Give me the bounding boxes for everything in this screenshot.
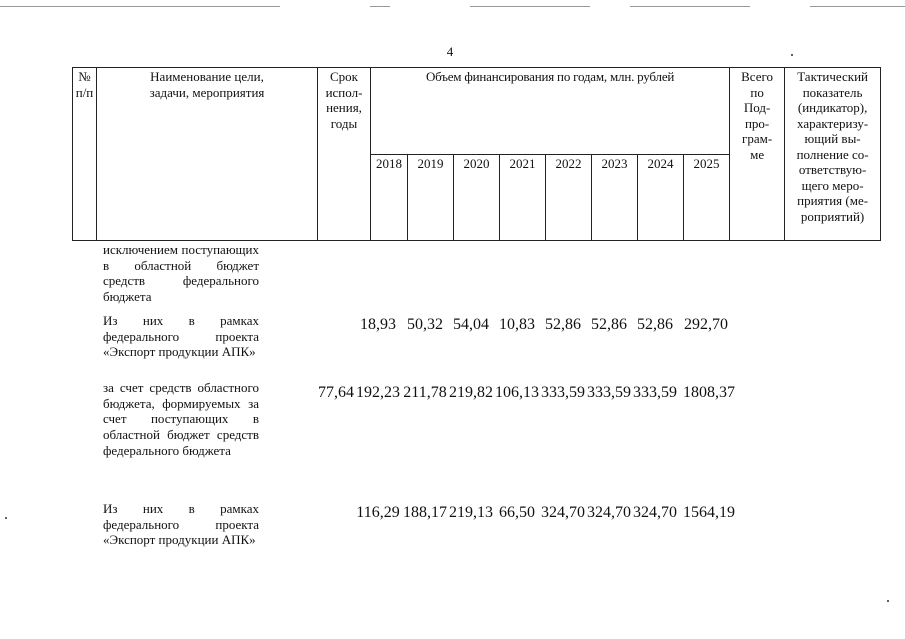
value-2024: 52,86 — [591, 316, 627, 333]
table-header — [72, 67, 881, 241]
header-year: 2025 — [684, 154, 730, 241]
header-name: Наименование цели, задачи, мероприятия — [97, 68, 318, 241]
value-2025: 324,70 — [633, 504, 677, 521]
scan-speck — [791, 54, 793, 56]
header-year: 2020 — [454, 154, 500, 241]
value-2024: 333,59 — [587, 384, 631, 401]
header-year: 2018 — [371, 154, 408, 241]
value-total: 1808,37 — [683, 384, 735, 401]
header-year: 2024 — [638, 154, 684, 241]
value-2022: 10,83 — [499, 316, 535, 333]
value-2023: 333,59 — [541, 384, 585, 401]
value-2019: 192,23 — [356, 384, 400, 401]
header-number: № п/п — [73, 68, 97, 241]
value-2018: 77,64 — [318, 384, 354, 401]
value-2023: 324,70 — [541, 504, 585, 521]
value-2021: 54,04 — [453, 316, 489, 333]
header-financing: Объем финансирования по годам, млн. рублей — [371, 68, 730, 155]
scan-line — [0, 6, 280, 7]
header-year: 2019 — [408, 154, 454, 241]
value-2020: 211,78 — [403, 384, 447, 401]
scan-speck — [5, 517, 7, 519]
value-2023: 52,86 — [545, 316, 581, 333]
scan-line — [370, 6, 390, 7]
header-year: 2022 — [546, 154, 592, 241]
scan-line — [630, 6, 750, 7]
value-2021: 219,82 — [449, 384, 493, 401]
row-description: Из них в рамках федерального проекта «Экспорт продукции АПК» — [103, 501, 259, 548]
row-description: Из них в рамках федерального проекта «Экспорт продукции АПК» — [103, 313, 259, 360]
value-2019: 18,93 — [360, 316, 396, 333]
page-number: 4 — [446, 44, 454, 59]
scan-speck — [887, 600, 889, 602]
value-2025: 333,59 — [633, 384, 677, 401]
value-2019: 116,29 — [356, 504, 400, 521]
row-description: исключением поступающих в областной бюджет средств федерального бюджета — [103, 242, 259, 305]
value-2022: 66,50 — [499, 504, 535, 521]
scan-line — [810, 6, 905, 7]
header-year: 2021 — [500, 154, 546, 241]
value-2021: 219,13 — [449, 504, 493, 521]
value-2025: 52,86 — [637, 316, 673, 333]
header-year: 2023 — [592, 154, 638, 241]
header-term: Срок испол- нения, годы — [318, 68, 371, 241]
value-2020: 188,17 — [403, 504, 447, 521]
value-total: 292,70 — [684, 316, 728, 333]
header-indicator: Тактический показатель (индикатор), характеризу- ющий вы- полнение со- ответствую- щего меро- приятия (ме- роприятий) — [785, 68, 881, 241]
value-2020: 50,32 — [407, 316, 443, 333]
header-total: Всего по Под- про- грам- ме — [730, 68, 785, 241]
row-description: за счет средств областного бюджета, формируемых за счет поступающих в областной бюджет средств федерального бюджета — [103, 380, 259, 458]
value-2024: 324,70 — [587, 504, 631, 521]
scan-line — [470, 6, 590, 7]
value-2022: 106,13 — [495, 384, 539, 401]
value-total: 1564,19 — [683, 504, 735, 521]
